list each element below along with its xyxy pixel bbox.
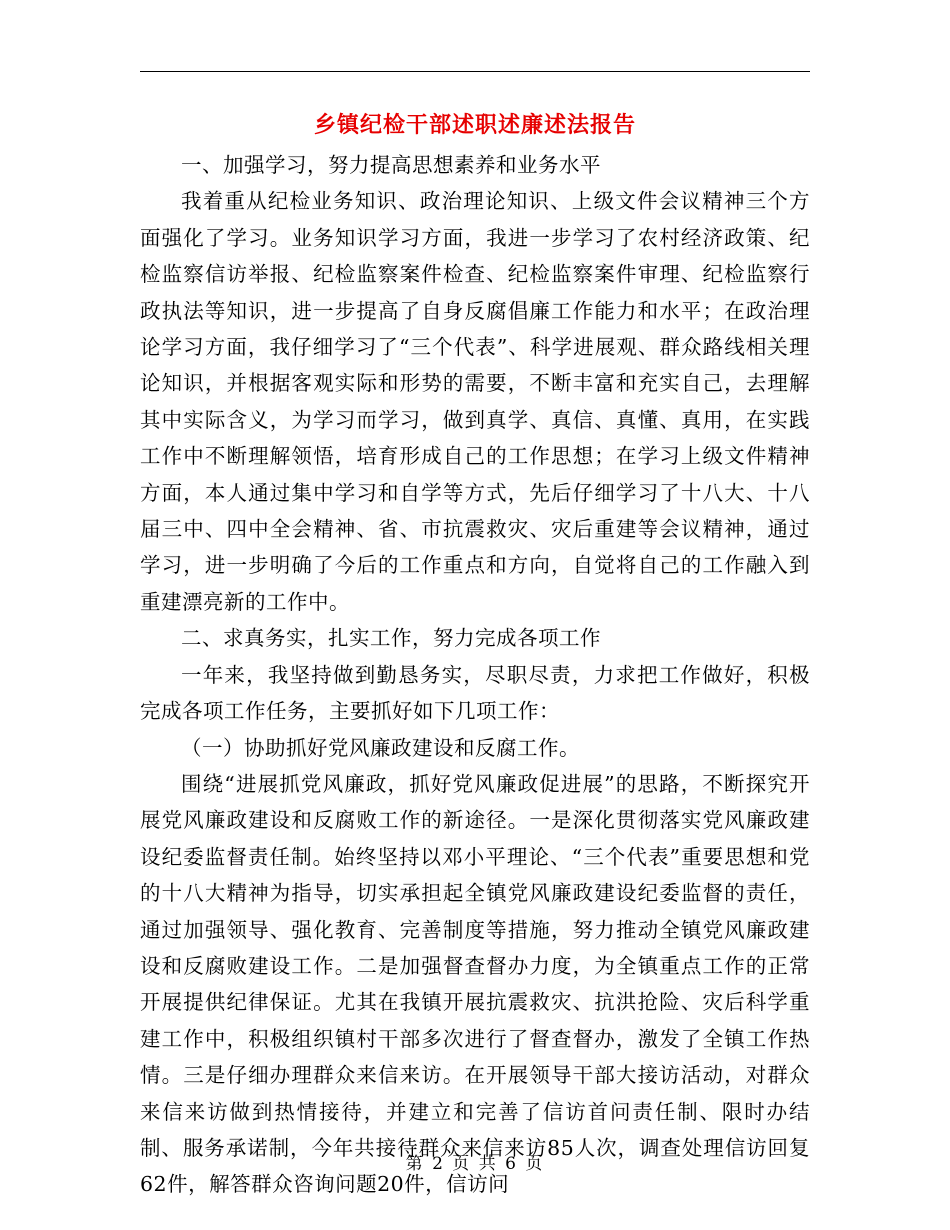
header-rule (140, 71, 810, 72)
paragraph-year-summary: 一年来，我坚持做到勤恳务实，尽职尽责，力求把工作做好，积极完成各项工作任务，主要抓好如下几项工作： (140, 662, 810, 724)
page-number-footer: 第 2 页 共 6 页 (405, 1154, 545, 1174)
section-heading-1: 一、加强学习，努力提高思想素养和业务水平 (181, 153, 601, 177)
document-body (140, 147, 810, 1203)
paragraph-study: 我着重从纪检业务知识、政治理论知识、上级文件会议精神三个方面强化了学习。业务知识学习方面，我进一步学习了农村经济政策、纪检监察信访举报、纪检监察案件检查、纪检监察案件审理、纪检监察行政执法等知识，进一步提高了自身反腐倡廉工作能力和水平；在政治理论学习方面，我仔细学习了“三个代表”、科学进展观、群众路线相关理论知识，并根据客观实际和形势的需要，不断丰富和充实自己，去理解其中实际含义，为学习而学习，做到真学、真信、真懂、真用，在实践工作中不断理解领悟，培育形成自己的工作思想；在学习上级文件精神方面，本人通过集中学习和自学等方式，先后仔细学习了十八大、十八届三中、四中全会精神、省、市抗震救灾、灾后重建等会议精神，通过学习，进一步明确了今后的工作重点和方向，自觉将自己的工作融入到重建漂亮新的工作中。 (140, 189, 810, 614)
subsection-heading-1: （一）协助抓好党风廉政建设和反腐工作。 (181, 735, 580, 760)
document-title: 乡镇纪检干部述职述廉述法报告 (313, 113, 636, 138)
section-heading-2: 二、求真务实，扎实工作，努力完成各项工作 (181, 626, 601, 651)
paragraph-anti-corruption: 围绕“进展抓党风廉政，抓好党风廉政促进展”的思路，不断探究开展党风廉政建设和反腐败工作的新途径。一是深化贯彻落实党风廉政建设纪委监督责任制。始终坚持以邓小平理论、“三个代表”重要思想和党的十八大精神为指导，切实承担起全镇党风廉政建设纪委监督的责任，通过加强领导、强化教育、完善制度等措施，努力推动全镇党风廉政建设和反腐败建设工作。二是加强督查督办力度，为全镇重点工作的正常开展提供纪律保证。尤其在我镇开展抗震救灾、抗洪抢险、灾后科学重建工作中，积极组织镇村干部多次进行了督查督办，激发了全镇工作热情。三是仔细办理群众来信来访。在开展领导干部大接访活动，对群众来信来访做到热情接待，并建立和完善了信访首问责任制、限时办结制、服务承诺制，今年共接待群众来信来访85人次，调查处理信访回复62件，解答群众咨询问题20件，信访问 (140, 771, 810, 1197)
